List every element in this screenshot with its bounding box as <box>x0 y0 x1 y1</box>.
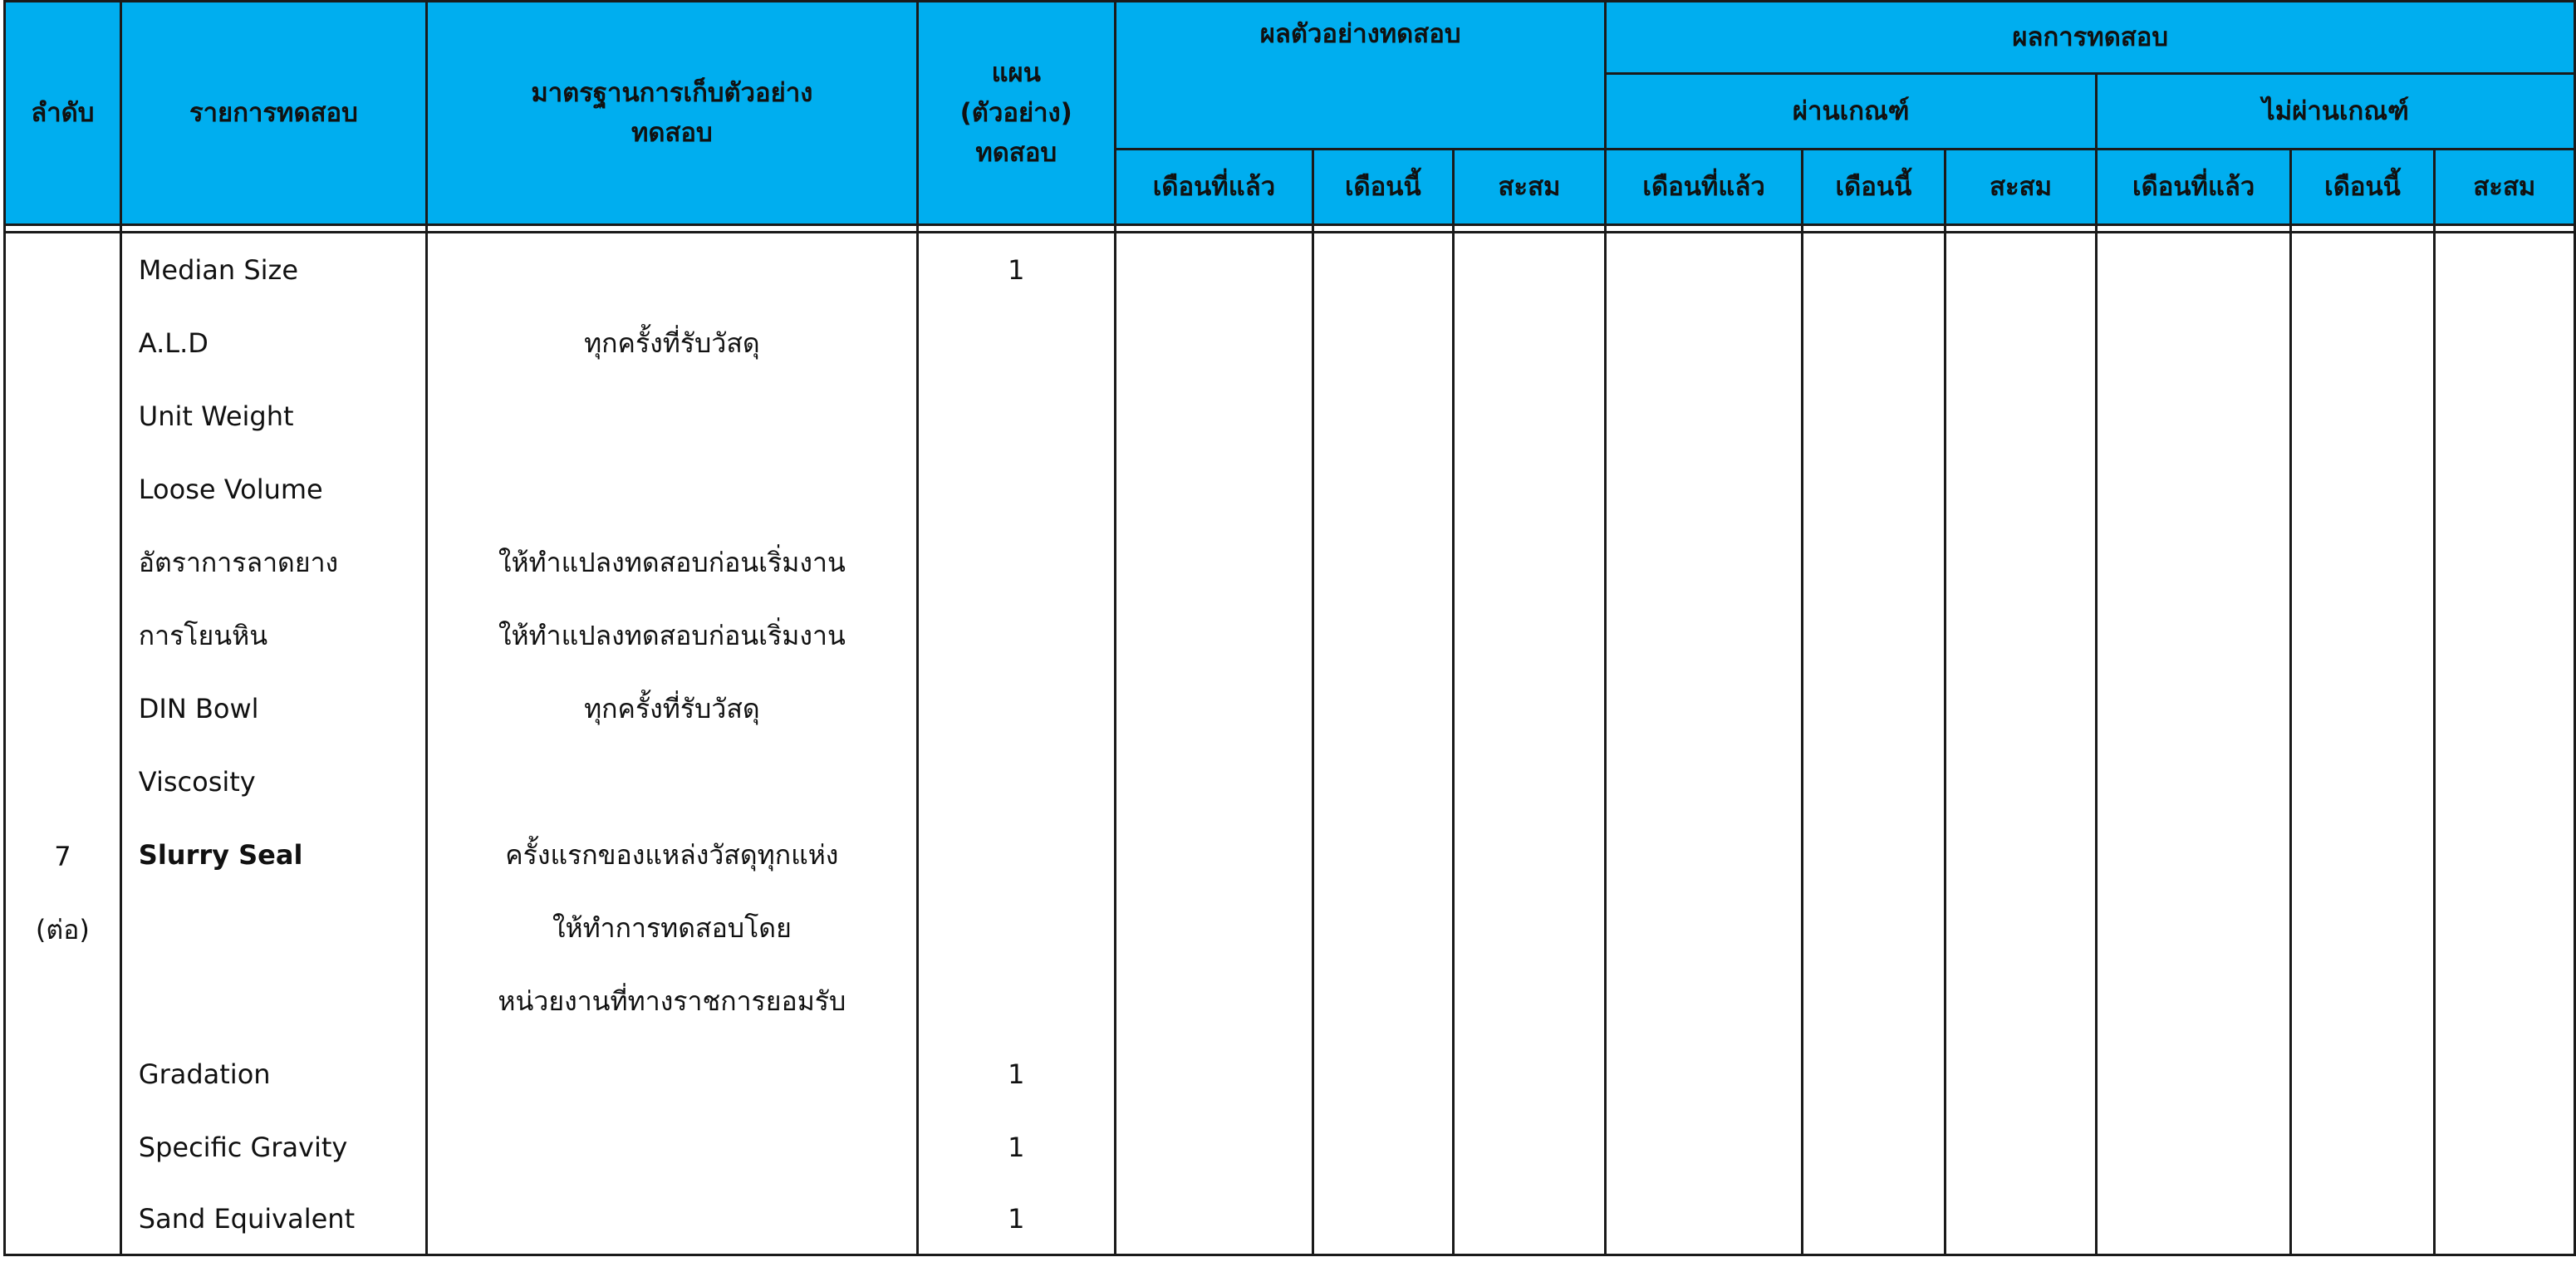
header-test-items: รายการทดสอบ <box>120 2 426 225</box>
plan-value <box>919 380 1114 453</box>
test-items-cell <box>120 233 426 1255</box>
standard-line <box>428 1038 916 1111</box>
sample-last-month-cell <box>1115 233 1313 1255</box>
order-number: 7 <box>54 841 71 872</box>
plan-value <box>919 526 1114 599</box>
col-fail-this-month: เดือนนี้ <box>2291 150 2434 225</box>
sample-cumulative-cell <box>1453 233 1606 1255</box>
plan-value <box>919 599 1114 672</box>
header-sample-results: ผลตัวอย่างทดสอบ <box>1115 2 1606 150</box>
standard-line: ให้ทำแปลงทดสอบก่อนเริ่มงาน <box>498 620 846 651</box>
pass-last-month-cell <box>1606 233 1802 1255</box>
standard-line: หน่วยงานที่ทางราชการยอมรับ <box>498 985 846 1017</box>
col-sample-last-month: เดือนที่แล้ว <box>1115 150 1313 225</box>
header-gap-row <box>5 225 2575 233</box>
header-plan <box>917 2 1115 225</box>
plan-value: 1 <box>1008 1058 1025 1090</box>
list-item: การโยนหิน <box>138 620 268 651</box>
col-fail-last-month: เดือนที่แล้ว <box>2097 150 2291 225</box>
list-item: Specific Gravity <box>138 1132 348 1163</box>
fail-cumulative-cell <box>2434 233 2574 1255</box>
plan-value <box>919 818 1114 891</box>
plan-value <box>919 965 1114 1038</box>
standard-line <box>428 453 916 526</box>
standard-line <box>428 380 916 453</box>
list-item: Gradation <box>138 1058 271 1090</box>
list-item: Loose Volume <box>138 474 323 505</box>
pass-cumulative-cell <box>1945 233 2097 1255</box>
list-item: Sand Equivalent <box>138 1203 356 1235</box>
plan-value <box>919 672 1114 745</box>
col-fail-cumulative: สะสม <box>2434 150 2574 225</box>
list-item: Median Size <box>138 254 299 286</box>
standard-line: ทุกครั้งที่รับวัสดุ <box>584 693 760 724</box>
col-pass-this-month: เดือนนี้ <box>1802 150 1945 225</box>
plan-cell <box>917 233 1115 1255</box>
col-pass-cumulative: สะสม <box>1945 150 2097 225</box>
standard-line: ให้ทำแปลงทดสอบก่อนเริ่มงาน <box>498 547 846 578</box>
header-test-results: ผลการทดสอบ <box>1606 2 2575 74</box>
header-order: ลำดับ <box>5 2 121 225</box>
standard-line: ให้ทำการทดสอบโดย <box>552 912 792 944</box>
standard-line: ครั้งแรกของแหล่งวัสดุทุกแห่ง <box>505 839 839 871</box>
list-item-heading: Slurry Seal <box>138 839 303 871</box>
col-sample-cumulative: สะสม <box>1453 150 1606 225</box>
header-plan-text: แผน (ตัวอย่าง) ทดสอบ <box>959 57 1072 169</box>
list-item: อัตราการลาดยาง <box>138 547 339 578</box>
fail-last-month-cell <box>2097 233 2291 1255</box>
order-suffix: (ต่อ) <box>35 914 90 945</box>
plan-value <box>919 453 1114 526</box>
list-item <box>122 965 425 1038</box>
standard-line <box>428 745 916 818</box>
standard-line <box>428 233 916 307</box>
header-fail: ไม่ผ่านเกณฑ์ <box>2097 74 2575 150</box>
col-sample-this-month: เดือนนี้ <box>1313 150 1454 225</box>
col-pass-last-month: เดือนที่แล้ว <box>1606 150 1802 225</box>
header-standard <box>427 2 918 225</box>
plan-value: 1 <box>1008 1132 1025 1163</box>
pass-this-month-cell <box>1802 233 1945 1255</box>
list-item: A.L.D <box>138 327 209 359</box>
order-cell <box>5 233 121 1255</box>
header-pass: ผ่านเกณฑ์ <box>1606 74 2097 150</box>
plan-value <box>919 891 1114 965</box>
fail-this-month-cell <box>2291 233 2434 1255</box>
standard-line: ทุกครั้งที่รับวัสดุ <box>584 327 760 359</box>
list-item: Unit Weight <box>138 400 294 432</box>
header-standard-text: มาตรฐานการเก็บตัวอย่างทดสอบ <box>531 77 813 148</box>
standard-line <box>428 1111 916 1184</box>
table-row <box>5 233 2575 1255</box>
list-item: Viscosity <box>138 766 256 798</box>
standard-line <box>428 1184 916 1254</box>
plan-value <box>919 745 1114 818</box>
test-results-table <box>3 0 2576 1256</box>
plan-value: 1 <box>1008 254 1025 286</box>
list-item <box>122 891 425 965</box>
plan-value <box>919 307 1114 380</box>
list-item: DIN Bowl <box>138 693 259 724</box>
sample-this-month-cell <box>1313 233 1454 1255</box>
plan-value: 1 <box>1008 1203 1025 1235</box>
standard-cell <box>427 233 918 1255</box>
